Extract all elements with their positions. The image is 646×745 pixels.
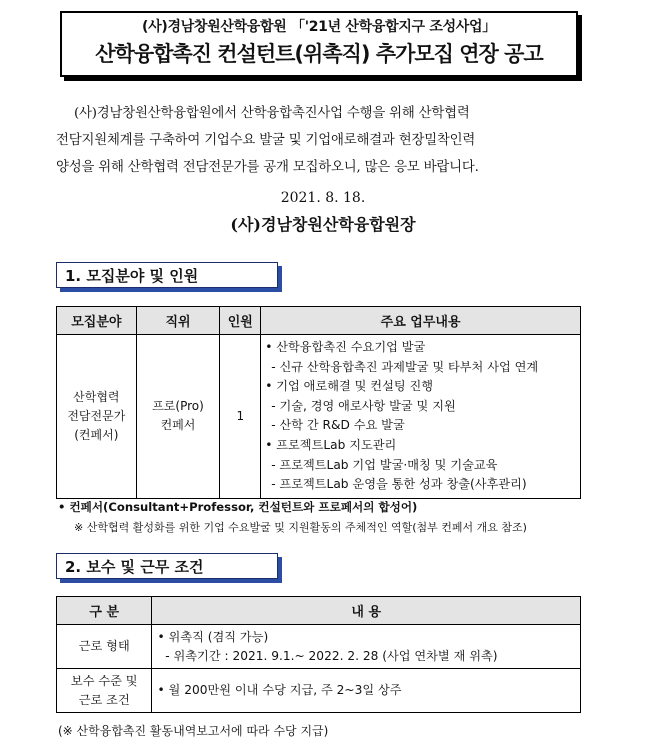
row-label: 근로 형태 xyxy=(57,625,152,669)
header-cell: 모집분야 xyxy=(57,307,137,335)
header-cell: 인원 xyxy=(220,307,261,335)
duties-cell xyxy=(261,335,581,499)
compensation-table xyxy=(56,596,581,713)
recruitment-table xyxy=(56,306,581,499)
intro-line: 양성을 위해 산학협력 전담전문가를 공개 모집하오니, 많은 응모 바랍니다. xyxy=(56,160,479,175)
title-box xyxy=(60,11,578,77)
label-line: 근로 조건 xyxy=(78,692,130,707)
announcement-subtitle: (사)경남창원산학융합원 「'21년 산학융합지구 조성사업」 xyxy=(142,19,496,35)
confessor-note: • 컨페서(Consultant+Professor, 컨설턴트와 프로페서의 합성어) xyxy=(58,500,418,514)
field-cell xyxy=(57,335,137,499)
header-cell: 구 분 xyxy=(57,597,152,625)
duty-subitem: - 기술, 경영 애로사항 발굴 및 지원 xyxy=(271,398,456,413)
announcement-title: 산학융합촉진 컨설턴트(위촉직) 추가모집 연장 공고 xyxy=(95,42,543,66)
content-line: • 월 200만원 이내 수당 지급, 주 2~3일 상주 xyxy=(157,683,402,697)
intro-paragraph xyxy=(56,100,594,181)
section2-heading: 2. 보수 및 근무 조건 xyxy=(56,553,278,579)
table-header-row xyxy=(57,597,581,625)
duty-item: • 기업 애로해결 및 컨설팅 진행 xyxy=(265,377,576,397)
label-line: 보수 수준 및 xyxy=(70,673,138,688)
signature: (사)경남창원산학융합원장 xyxy=(230,215,416,234)
table-header-row xyxy=(57,307,581,335)
header-cell: 주요 업무내용 xyxy=(261,307,581,335)
confessor-subnote: ※ 산학협력 활성화를 위한 기업 수요발굴 및 지원활동의 주체적인 역할(첨부 컨페서 개요 참조) xyxy=(74,521,527,534)
duty-subitem: - 프로젝트Lab 기업 발굴·매칭 및 기술교육 xyxy=(271,457,498,472)
footnote: (※ 산학융합촉진 활동내역보고서에 따라 수당 지급) xyxy=(58,724,329,738)
header-cell: 직위 xyxy=(136,307,220,335)
position-line: 컨페서 xyxy=(160,418,196,433)
header-cell: 내 용 xyxy=(152,597,581,625)
table-row xyxy=(57,669,581,713)
row-content xyxy=(152,625,581,669)
duty-item: • 산학융합촉진 수요기업 발굴 xyxy=(265,338,576,358)
intro-line: 전담지원체계를 구축하여 기업수요 발굴 및 기업애로해결과 현장밀착인력 xyxy=(56,133,476,148)
section1-heading: 1. 모집분야 및 인원 xyxy=(56,262,278,288)
duty-item: • 프로젝트Lab 지도관리 xyxy=(265,436,576,456)
position-cell xyxy=(136,335,220,499)
announcement-date: 2021. 8. 18. xyxy=(280,190,366,206)
intro-line: (사)경남창원산학융합원에서 산학융합촉진사업 수행을 위해 산학협력 xyxy=(74,106,470,121)
table-row xyxy=(57,335,581,499)
field-line: 전담전문가 xyxy=(67,408,126,423)
field-line: 산학협력 xyxy=(73,389,120,404)
position-line: 프로(Pro) xyxy=(152,399,204,414)
field-line: (컨페서) xyxy=(74,427,119,442)
content-line: - 위촉기간 : 2021. 9.1.~ 2022. 2. 28 (사업 연차별 재 위촉) xyxy=(157,648,498,663)
duty-subitem: - 프로젝트Lab 운영을 통한 성과 창출(사후관리) xyxy=(271,477,527,492)
content-line: • 위촉직 (겸직 가능) xyxy=(157,629,269,644)
duty-subitem: - 신규 산학융합촉진 과제발굴 및 타부처 사업 연계 xyxy=(271,359,539,374)
table-row xyxy=(57,625,581,669)
count-cell: 1 xyxy=(220,335,261,499)
row-label xyxy=(57,669,152,713)
duty-subitem: - 산학 간 R&D 수요 발굴 xyxy=(271,418,405,433)
row-content xyxy=(152,669,581,713)
